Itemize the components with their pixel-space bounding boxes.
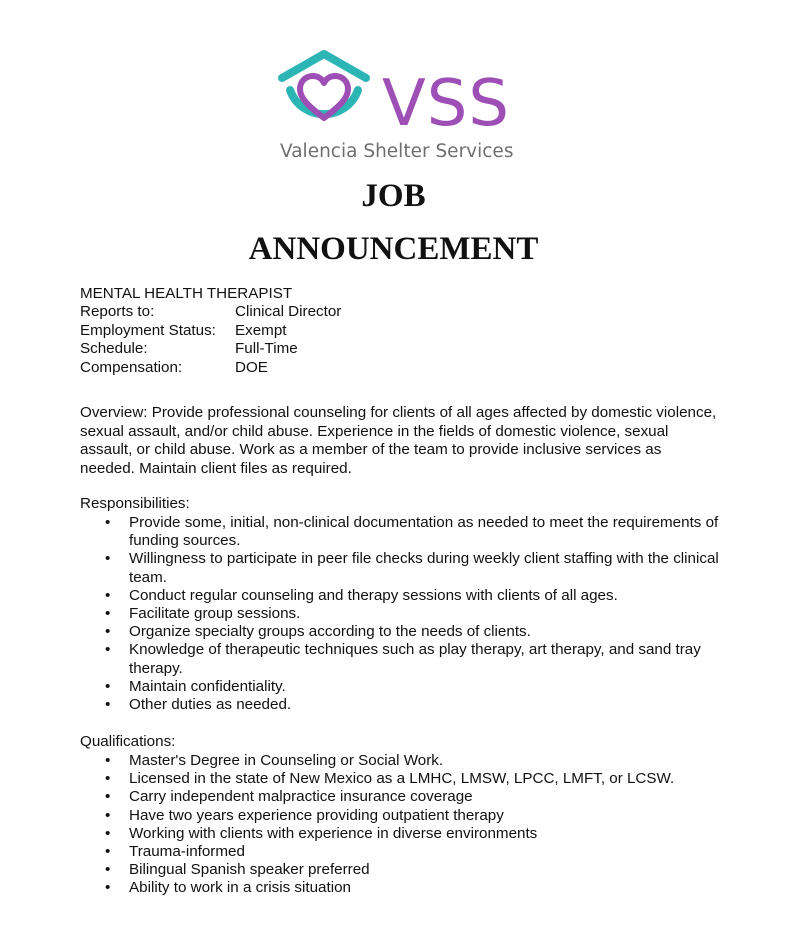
- list-item: • Have two years experience providing outpatient therapy: [80, 807, 720, 825]
- page-title-line1: JOB: [361, 178, 426, 214]
- responsibilities-list: [80, 514, 720, 714]
- list-item: • Working with clients with experience in diverse environments: [80, 825, 720, 843]
- vss-logo: [270, 38, 520, 168]
- list-item: • Maintain confidentiality.: [80, 678, 720, 696]
- list-item: • Master's Degree in Counseling or Social Work.: [80, 752, 720, 770]
- job-info-table: [80, 303, 341, 377]
- job-title: MENTAL HEALTH THERAPIST: [80, 285, 293, 302]
- info-row: [80, 340, 341, 359]
- info-row: [80, 303, 341, 322]
- info-row: [80, 322, 341, 341]
- info-value: Exempt: [235, 321, 287, 339]
- info-label: Schedule:: [80, 340, 148, 357]
- info-value: Clinical Director: [235, 303, 342, 320]
- overview-paragraph: Overview: Provide professional counseling for clients of all ages affected by domestic violence, sexual assault, and/or child abuse. Experience in the fields of domestic violence, sexual assault, or child abuse. Work as a member of the team to provide inclusive services as needed. Maintain client files as required.: [80, 404, 717, 477]
- qualifications-heading: Qualifications:: [80, 733, 176, 750]
- list-item: • Other duties as needed.: [80, 696, 720, 714]
- list-item: • Bilingual Spanish speaker preferred: [80, 861, 720, 879]
- logo-wordmark: VSS: [382, 67, 511, 141]
- house-heart-icon: [276, 48, 376, 138]
- list-item: • Licensed in the state of New Mexico as a LMHC, LMSW, LPCC, LMFT, or LCSW.: [80, 770, 720, 788]
- list-item: • Willingness to participate in peer file checks during weekly client staffing with the clinical team.: [80, 550, 720, 586]
- list-item: • Provide some, initial, non-clinical documentation as needed to meet the requirements of funding sources.: [80, 514, 720, 550]
- list-item: • Knowledge of therapeutic techniques such as play therapy, art therapy, and sand tray therapy.: [80, 641, 720, 677]
- responsibilities-heading: Responsibilities:: [80, 495, 190, 512]
- list-item: • Trauma-informed: [80, 843, 720, 861]
- info-row: [80, 359, 341, 378]
- info-value: Full-Time: [235, 340, 298, 357]
- list-item: • Ability to work in a crisis situation: [80, 879, 720, 897]
- page-title-line2: ANNOUNCEMENT: [248, 231, 539, 267]
- list-item: • Facilitate group sessions.: [80, 605, 720, 623]
- list-item: • Conduct regular counseling and therapy sessions with clients of all ages.: [80, 587, 720, 605]
- info-label: Compensation:: [80, 358, 183, 376]
- logo-subtitle: Valencia Shelter Services: [280, 141, 514, 162]
- info-label: Employment Status:: [80, 321, 216, 339]
- info-value: DOE: [235, 358, 268, 376]
- info-label: Reports to:: [80, 303, 155, 320]
- list-item: • Carry independent malpractice insurance coverage: [80, 788, 720, 806]
- list-item: • Organize specialty groups according to the needs of clients.: [80, 623, 720, 641]
- qualifications-list: [80, 752, 720, 898]
